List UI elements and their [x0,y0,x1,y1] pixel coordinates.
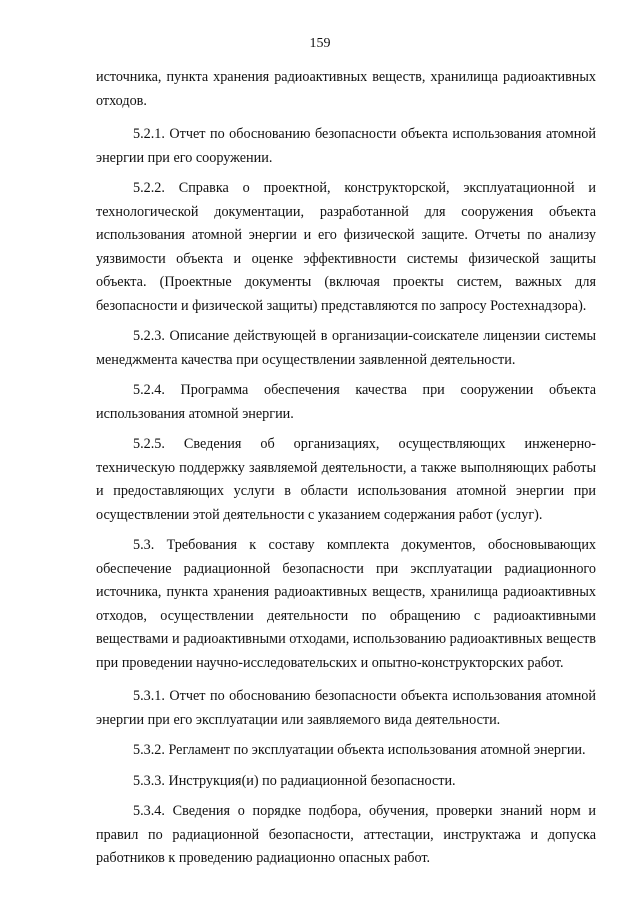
paragraph-5-2-1: 5.2.1. Отчет по обоснованию безопасности объекта использования атомной энергии при его сооружении. [96,126,596,166]
paragraph-5-2-5: 5.2.5. Сведения об организациях, осуществляющих инженерно-техническую поддержку заявляемой деятельности, а также выполняющих работы и предоставляющих услуги в области использования атомной энергии при осуществлении этой деятельности с указанием содержания работ (услуг). [96,436,596,523]
paragraph-5-2-2: 5.2.2. Справка о проектной, конструкторской, эксплуатационной и технологической документации, разработанной для сооружения объекта использования атомной энергии и его физической защите. Отчеты по анализу уязвимости объекта и оценке эффективности системы физической защиты объекта. (Проектные документы (включая проекты систем, важных для безопасности и физической защиты) представляются по запросу Ростехнадзора). [96,180,596,314]
paragraph-5-3-2: 5.3.2. Регламент по эксплуатации объекта использования атомной энергии. [133,742,586,758]
paragraph-continuation: источника, пункта хранения радиоактивных веществ, хранилища радиоактивных отходов. [96,69,596,109]
paragraph-5-3: 5.3. Требования к составу комплекта документов, обосновывающих обеспечение радиационной безопасности при эксплуатации радиационного источника, пункта хранения радиоактивных веществ, хранилища радиоактивных отходов, осуществлении деятельности по обращению с радиоактивными веществами и радиоактивными отходами, использованию радиоактивных веществ при проведении научно-исследовательских и опытно-конструкторских работ. [96,537,596,671]
paragraph-5-3-4: 5.3.4. Сведения о порядке подбора, обучения, проверки знаний норм и правил по радиационной безопасности, аттестации, инструктажа и допуска работников к проведению радиационно опасных работ. [96,803,596,866]
paragraph-5-2-4: 5.2.4. Программа обеспечения качества при сооружении объекта использования атомной энергии. [96,382,596,422]
page-number: 159 [309,36,331,51]
paragraph-5-3-3: 5.3.3. Инструкция(и) по радиационной безопасности. [133,772,456,789]
paragraph-5-2-3: 5.2.3. Описание действующей в организации-соискателе лицензии системы менеджмента качества при осуществлении заявленной деятельности. [96,328,596,368]
document-body [96,66,596,878]
paragraph-5-3-1: 5.3.1. Отчет по обоснованию безопасности объекта использования атомной энергии при его эксплуатации или заявляемого вида деятельности. [96,688,596,728]
